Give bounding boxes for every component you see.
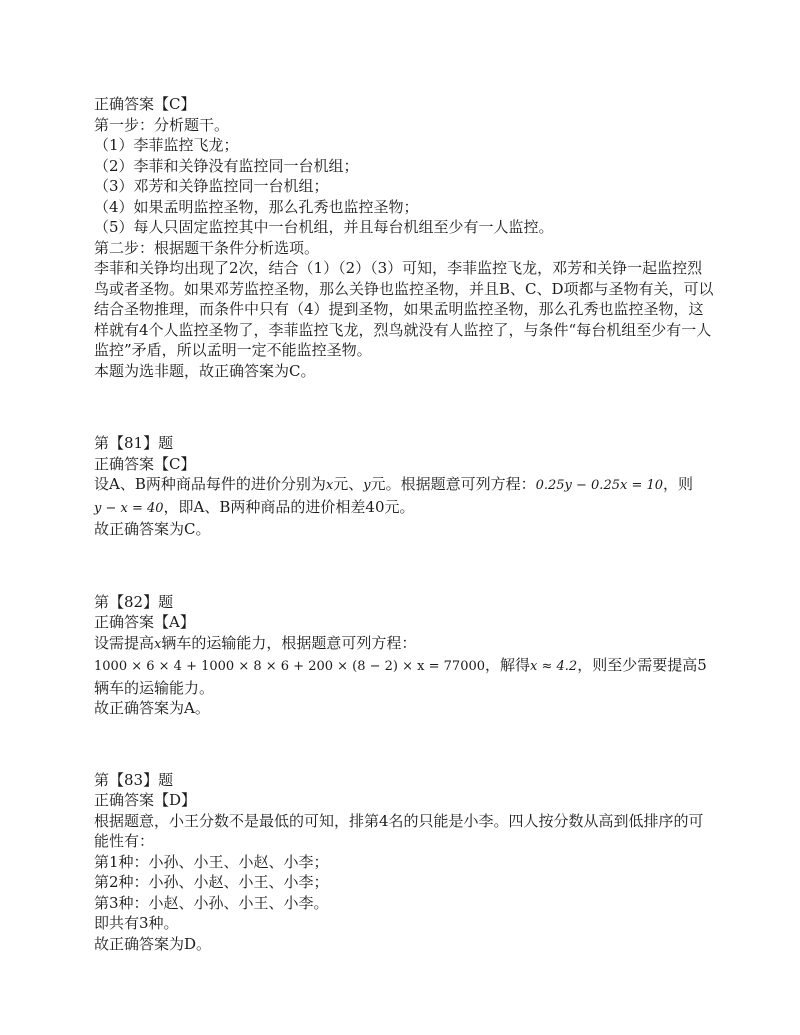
ordering-2: 第2种：小孙、小赵、小王、小李； bbox=[94, 873, 329, 891]
text-run: 元。根据题意可列方程： bbox=[370, 475, 536, 493]
text-run: ，则 bbox=[663, 475, 694, 493]
question-title-81: 第【81】题 bbox=[94, 434, 174, 452]
answer-82: 正确答案【A】 bbox=[94, 613, 195, 631]
text-run: 设需提高 bbox=[94, 633, 155, 652]
explanation-81 bbox=[94, 474, 714, 519]
analysis-80: 李菲和关铮均出现了2次，结合（1）（2）（3）可知，李菲监控飞龙，邓芳和关铮一起监控烈鸟或者圣物。如果邓芳监控圣物，那么关铮也监控圣物，并且B、C、D项都与圣物有关，可以结合圣物推理，而条件中只有（4）提到圣物，如果孟明监控圣物，那么孔秀也监控圣物，这样就有4个人监控圣物了，李菲监控飞龙，烈鸟就没有人监控了，与条件“每台机组至少有一人监控”矛盾，所以孟明一定不能监控圣物。 bbox=[94, 259, 714, 359]
text-run: ，解得 bbox=[485, 656, 531, 674]
answer-81: 正确答案【C】 bbox=[94, 454, 196, 473]
page-content bbox=[94, 94, 714, 954]
equation-2: x ≈ 4.2 bbox=[530, 659, 578, 674]
ordering-3: 第3种：小赵、小孙、小王、小李。 bbox=[94, 893, 329, 912]
text-run: 辆车的运输能力，根据题意可列方程： bbox=[161, 633, 417, 652]
condition-3: （3）邓芳和关铮监控同一台机组； bbox=[94, 177, 329, 195]
explanation-83: 根据题意，小王分数不是最低的可知，排第4名的只能是小李。四人按分数从高到低排序的可能性有： bbox=[94, 811, 704, 850]
answer-80: 正确答案【C】 bbox=[94, 95, 196, 113]
condition-1: （1）李菲监控飞龙； bbox=[94, 136, 239, 154]
explanation-82-line-2 bbox=[94, 655, 714, 698]
condition-5: （5）每人只固定监控其中一台机组，并且每台机组至少有一人监控。 bbox=[94, 218, 554, 236]
equation-1: 1000 × 6 × 4 + 1000 × 8 × 6 + 200 × (8 − 2) × x = 77000 bbox=[94, 659, 486, 674]
conclusion-81: 故正确答案为C。 bbox=[94, 520, 211, 538]
math-var-x: x bbox=[325, 478, 334, 493]
explanation-82-line-1 bbox=[94, 633, 714, 656]
condition-2: （2）李菲和关铮没有监控同一台机组； bbox=[94, 156, 359, 175]
answer-83: 正确答案【D】 bbox=[94, 791, 197, 809]
text-run: 设A、B两种商品每件的进价分别为 bbox=[94, 475, 326, 493]
question-title-82: 第【82】题 bbox=[94, 592, 174, 611]
text-run: ，即A、B两种商品的进价相差40元。 bbox=[163, 497, 415, 516]
step-1: 第一步：分析题干。 bbox=[94, 115, 230, 134]
question-title-83: 第【83】题 bbox=[94, 770, 174, 789]
equation-2: y − x = 40 bbox=[94, 500, 164, 516]
text-run: 元、 bbox=[333, 475, 364, 493]
text-run: ，则至少需要提高5辆车的运输能力。 bbox=[94, 656, 707, 697]
conclusion-80: 本题为选非题，故正确答案为C。 bbox=[94, 361, 316, 380]
total-83: 即共有3种。 bbox=[94, 914, 179, 932]
conclusion-82: 故正确答案为A。 bbox=[94, 699, 210, 717]
equation-1: 0.25y − 0.25x = 10 bbox=[535, 478, 664, 493]
conclusion-83: 故正确答案为D。 bbox=[94, 934, 212, 953]
ordering-1: 第1种：小孙、小王、小赵、小李； bbox=[94, 852, 329, 871]
step-2: 第二步：根据题干条件分析选项。 bbox=[94, 238, 320, 257]
condition-4: （4）如果孟明监控圣物，那么孔秀也监控圣物； bbox=[94, 197, 419, 216]
math-var-y: y bbox=[363, 478, 371, 493]
math-var-x: x bbox=[154, 636, 162, 652]
